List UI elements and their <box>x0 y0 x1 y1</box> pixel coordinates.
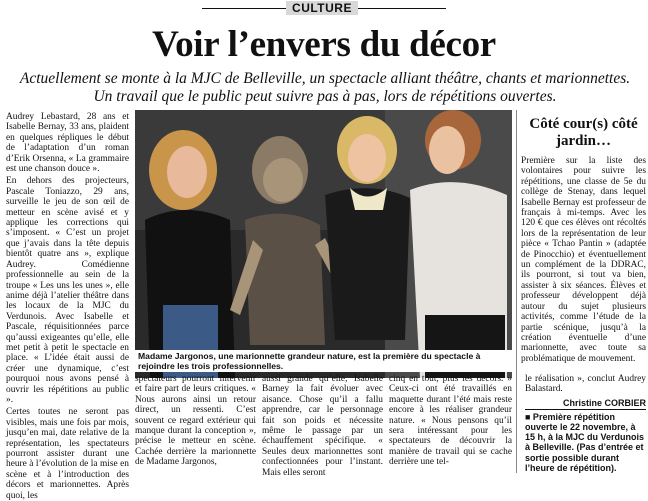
paragraph: spectateurs pourront intervenir et faire part de leurs critiques. « Nous aurons ainsi un retour direct, un ressenti. C’est souvent ce regard extérieur qui manque durant la conception », précise le metteur en scène. Cachée derrière la marionnette de Madame Jargonos, <box>135 374 256 468</box>
article-column-3 <box>262 374 383 478</box>
article-column-4 <box>389 374 512 472</box>
paragraph: En dehors des projecteurs, Pascale Toniazzo, 29 ans, surveille le jeu de son œil de metteur en scène avisé et y applique les corrections qui s’imposent. « C’est un projet que j’avais dans la tête depuis bientôt quatre ans », explique Audrey. Comédienne professionnelle au sein de la troupe « Les uns les unes », elle anime déjà l’atelier théâtre dans les locaux de la MJC du Verdunois. Avec Isabelle et Pascale, réquisitionnées parce qu’aussi exigeantes qu’elle, elle met petit à petit le spectacle en place. « L’idée était aussi de créer une dynamique, c’est pourquoi nous avons pensé à ouvrir les répétitions au public ». <box>6 176 129 405</box>
sidebar-title: Côté cour(s) côté jardin… <box>529 116 638 149</box>
sidebar-divider <box>516 110 517 473</box>
paragraph: aussi grande qu’elle, Isabelle Barney la fait évoluer avec aisance. Chose qu’il a fallu apprendre, car le personnage fait son poids et nécessite même le passage par un échauffement spécifique. « Seules deux marionnettes sont confectionnées pour l’instant. Mais elles seront <box>262 374 383 478</box>
sidebar-body: Première sur la liste des volontaires pour suivre les répétitions, une classe de 5e du collège de Stenay, dans lequel Isabelle Bernay est professeur de français à mi-temps. Avec les 120 € que ces élèves ont récoltés lors de la représentation de leur pièce « Tchao Pantin » (adaptée de Pinocchio) et éventuellement un complément de la DDRAC, ils pourront, si tout va bien, assister à six séances. Élèves et professeur développent déjà autour du sujet plusieurs activités, comme l’étude de la partie scénique, jusqu’à la création éventuelle d’une marionnette, avec toute sa problématique de mouvement. <box>521 156 646 364</box>
author-byline: Christine CORBIER <box>562 397 646 408</box>
paragraph: Audrey Lebastard, 28 ans et Isabelle Bernay, 33 ans, plaident en quelques répliques le début de l’adaptation d’un roman d’Erik Orsenna, « La grammaire est une chanson douce ». <box>6 112 129 175</box>
article-column-2 <box>135 374 256 472</box>
article-end <box>525 374 646 473</box>
article-column-1 <box>6 112 129 501</box>
byline-rule <box>525 409 646 410</box>
paragraph: cinq en tout, plus les décors. » Ceux-ci ont été travaillés en maquette durant l’été mais reste encore à les réaliser grandeur nature. « Nous pensons qu’il sera intéressant pour les spectateurs de découvrir la manière de travail qui se cache derrière une tel- <box>389 374 512 468</box>
paragraph: Certes toutes ne seront pas visibles, mais une fois par mois, jusqu’en mai, date relative de la représentation, les spectateurs pourront assister durant une heure à l’évolution de la mise en scène et à l’introduction des décors et marionnettes. Après quoi, les <box>6 407 129 501</box>
standfirst: Actuellement se monte à la MJC de Belleville, un spectacle alliant théâtre, chants et marionnettes. Un travail que le public peut suivre pas à pas, lors de répétitions ouvertes. <box>19 70 631 105</box>
section-kicker: CULTURE <box>286 1 358 15</box>
rehearsal-photo-illustration <box>135 110 512 378</box>
closing-quote: le réalisation », conclut Audrey Balastard. <box>525 374 646 395</box>
event-note: ■ Première répétition ouverte le 22 novembre, à 15 h, à la MJC du Verdunois à Belleville. (Pas d’entrée et sortie possible durant l’heure de répétition). <box>525 411 645 473</box>
rehearsal-photo <box>135 110 512 378</box>
photo-caption: Madame Jargonos, une marionnette grandeur nature, est la première du spectacle à rejoindre les trois professionnelles. <box>135 350 512 372</box>
headline: Voir l’envers du décor <box>152 24 496 65</box>
